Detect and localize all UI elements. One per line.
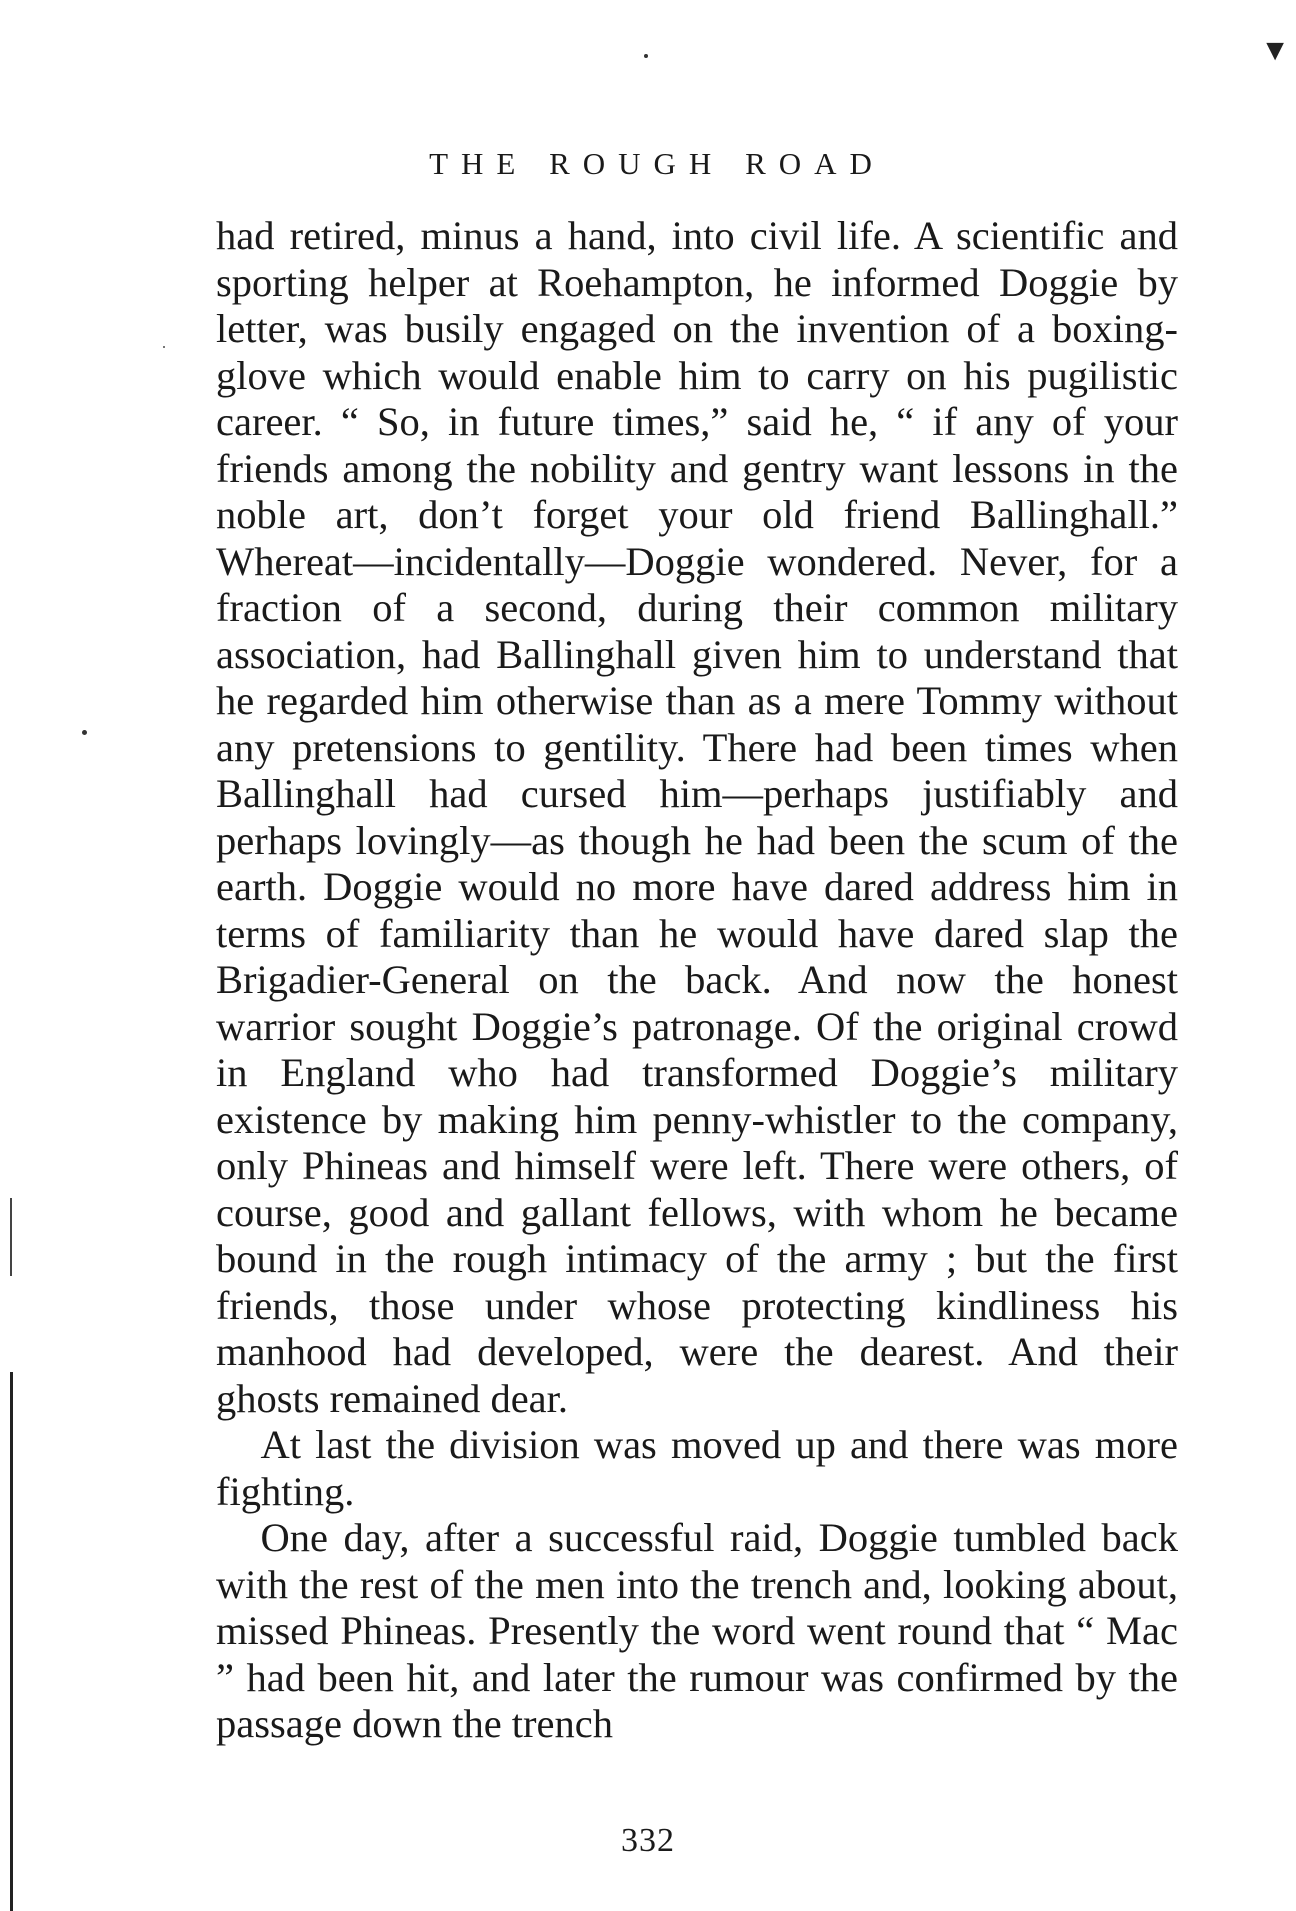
page-number: 332 [621, 1822, 675, 1859]
paragraph: One day, after a successful raid, Doggie tumbled back with the rest of the men into the trench and, looking about, missed Phineas. Presently the word went round that “ Mac ” had been hit, and later the rumour was confirmed by the passage down the trench [216, 1515, 1178, 1746]
binding-edge-line [10, 1198, 12, 1276]
paragraph: At last the division was moved up and there was more fighting. [216, 1422, 1178, 1514]
body-text [216, 213, 1178, 1748]
paragraph: had retired, minus a hand, into civil life. A scientific and sporting helper at Roehampton, he informed Doggie by letter, was busily engaged on the invention of a boxing-glove which would enable him to carry on his pugilistic career. “ So, in future times,” said he, “ if any of your friends among the nobility and gentry want lessons in the noble art, don’t forget your old friend Ballinghall.” Whereat—incidentally—Doggie wondered. Never, for a fraction of a second, during their common military association, had Ballinghall given him to understand that he regarded him otherwise than as a mere Tommy without any pretensions to gentility. There had been times when Ballinghall had cursed him—perhaps justifiably and perhaps lovingly—as though he had been the scum of the earth. Doggie would no more have dared address him in terms of familiarity than he would have dared slap the Brigadier-General on the back. And now the honest warrior sought Doggie’s patronage. Of the original crowd in England who had transformed Doggie’s military existence by making him penny-whistler to the company, only Phineas and himself were left. There were others, of course, good and gallant fellows, with whom he became bound in the rough intimacy of the army ; but the first friends, those under whose protecting kindliness his manhood had developed, were the dearest. And their ghosts remained dear. [216, 213, 1178, 1421]
binding-edge-line [10, 1372, 13, 1911]
scan-speck [163, 346, 165, 348]
corner-arrow-icon: ▼ [1260, 34, 1290, 67]
running-head: THE ROUGH ROAD [429, 146, 885, 181]
scan-speck [82, 730, 87, 735]
scan-speck [644, 54, 648, 58]
